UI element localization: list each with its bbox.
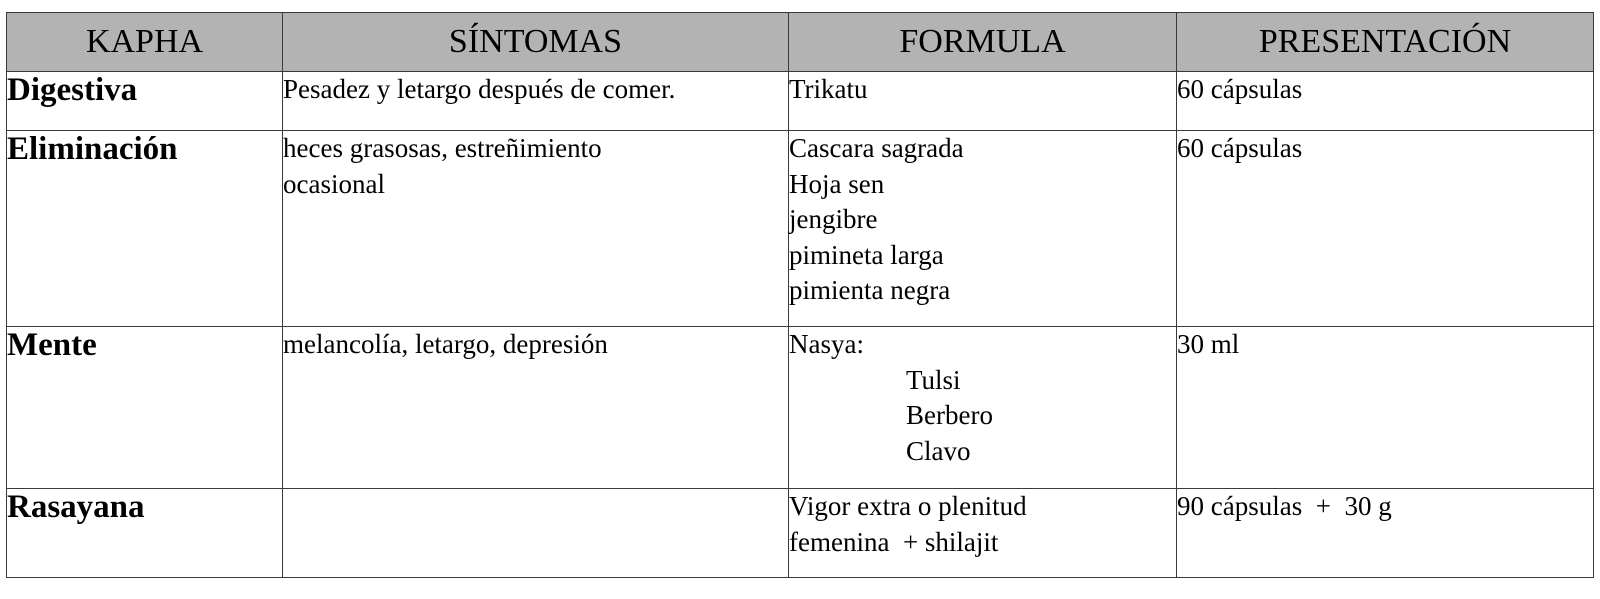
formula-line: femenina + shilajit [789, 526, 999, 557]
row-presentacion [1177, 131, 1594, 327]
row-formula [789, 131, 1177, 327]
table-row [7, 489, 1594, 578]
presentacion-line: 60 cápsulas [1177, 74, 1303, 104]
formula-label: Nasya: [789, 329, 864, 359]
formula-line: Trikatu [789, 74, 868, 104]
sintomas-line: melancolía, letargo, depresión [283, 329, 608, 359]
row-presentacion [1177, 489, 1594, 578]
row-category: Mente [7, 327, 283, 489]
formula-line: Tulsi [906, 364, 961, 395]
header-row [7, 13, 1594, 72]
table-row [7, 131, 1594, 327]
row-category: Digestiva [7, 72, 283, 131]
kapha-table [6, 12, 1594, 578]
row-formula [789, 72, 1177, 131]
table-row [7, 72, 1594, 131]
formula-line: Vigor extra o plenitud [789, 491, 1027, 521]
formula-line: Cascara sagrada [789, 133, 964, 163]
presentacion-line: 60 cápsulas [1177, 133, 1303, 163]
header-presentacion: PRESENTACIÓN [1177, 13, 1594, 72]
row-presentacion [1177, 72, 1594, 131]
formula-line: jengibre [789, 204, 878, 234]
sintomas-line: Pesadez y letargo después de comer. [283, 74, 676, 104]
presentacion-line: 90 cápsulas + 30 g [1177, 491, 1392, 521]
header-kapha: KAPHA [7, 13, 283, 72]
row-sintomas [283, 327, 789, 489]
row-presentacion [1177, 327, 1594, 489]
header-sintomas: SÍNTOMAS [283, 13, 789, 72]
formula-line: pimienta negra [789, 275, 951, 305]
formula-line: pimineta larga [789, 239, 944, 270]
formula-line: Berbero [906, 400, 993, 430]
sintomas-line: heces grasosas, estreñimiento [283, 133, 602, 163]
row-formula [789, 327, 1177, 489]
row-category: Eliminación [7, 131, 283, 327]
row-sintomas [283, 72, 789, 131]
row-formula [789, 489, 1177, 578]
row-sintomas [283, 489, 789, 578]
table-row [7, 327, 1594, 489]
formula-line: Hoja sen [789, 168, 885, 199]
presentacion-line: 30 ml [1177, 329, 1240, 359]
formula-line: Clavo [906, 435, 971, 466]
row-sintomas [283, 131, 789, 327]
sintomas-line: ocasional [283, 168, 385, 199]
row-category: Rasayana [7, 489, 283, 578]
header-formula: FORMULA [789, 13, 1177, 72]
